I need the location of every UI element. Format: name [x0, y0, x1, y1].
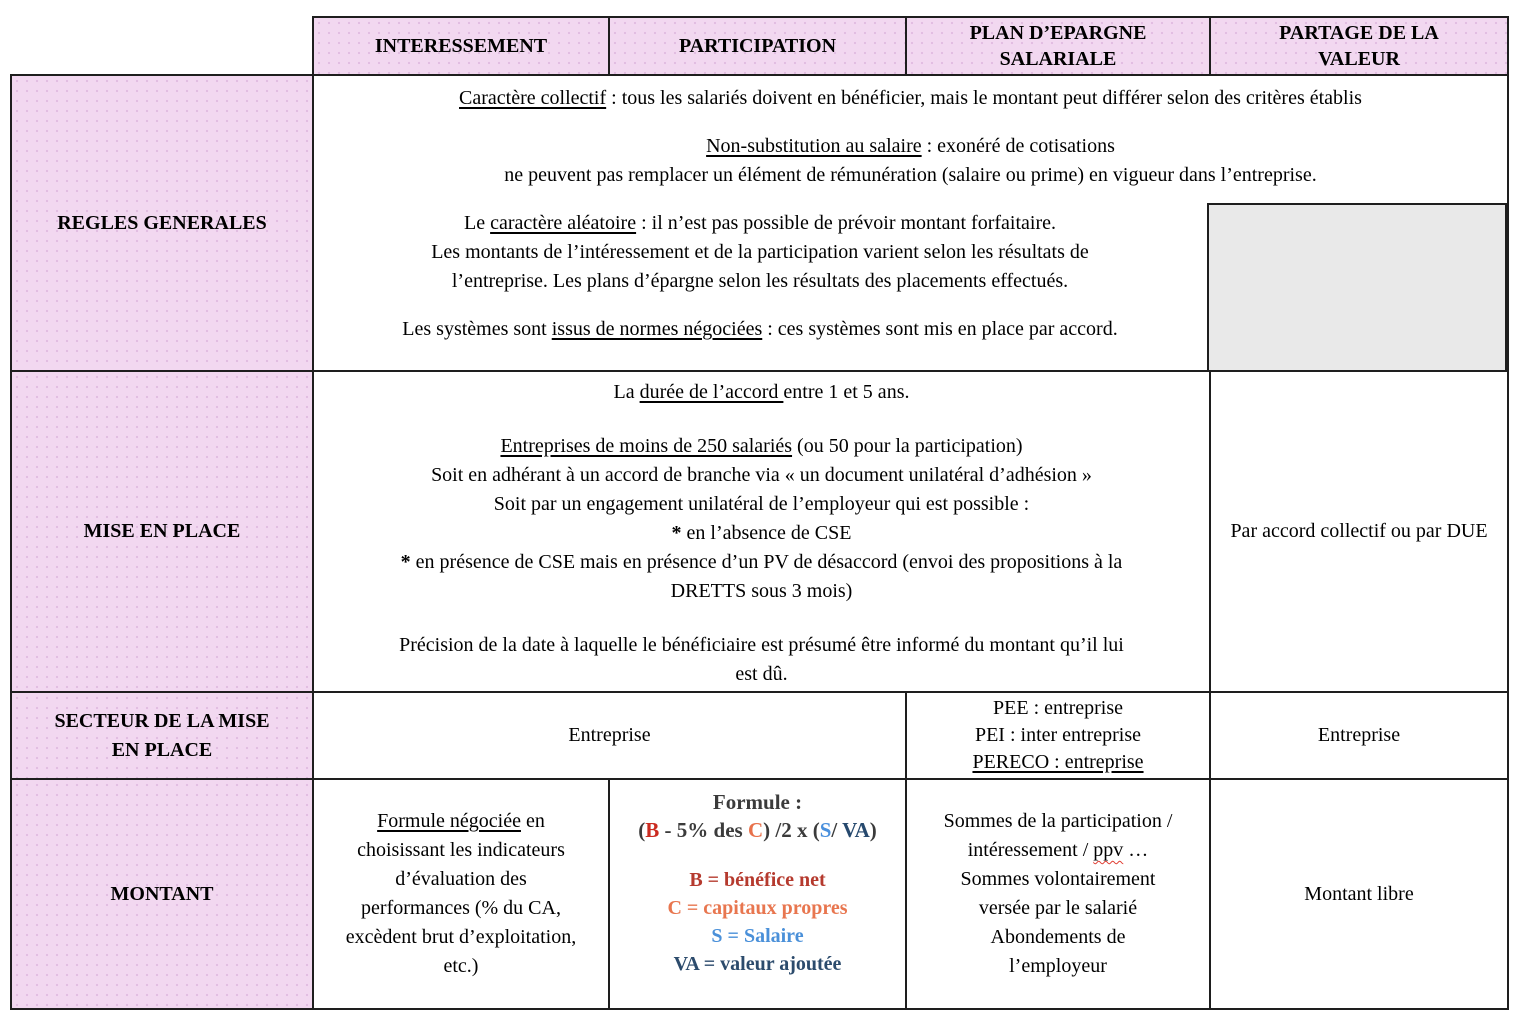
asterisk: * [671, 522, 682, 544]
text-line: Abondements de [990, 926, 1126, 948]
cell-montant-epargne [906, 779, 1210, 1009]
underlined-text: durée de l’accord [639, 381, 784, 403]
participation-formula [618, 816, 897, 844]
line-precision-date-2: est dû. [735, 663, 788, 685]
text: / [831, 818, 843, 842]
legend-va: VA = valeur ajoutée [673, 953, 842, 975]
row-montant [11, 779, 1508, 1009]
row-secteur [11, 692, 1508, 779]
formula-var-s: S [819, 818, 832, 842]
formula-var-c: C [747, 818, 764, 842]
formula-var-va: VA [842, 818, 870, 842]
cell-montant-interessement [313, 779, 609, 1009]
header-label: PLAN D’EPARGNE SALARIALE [969, 22, 1147, 70]
row-label-text: MONTANT [110, 882, 214, 905]
line-duree-accord [322, 378, 1201, 407]
cell-secteur-partage [1210, 692, 1508, 779]
row-label-text: MISE EN PLACE [83, 520, 241, 542]
row-label-text: REGLES GENERALES [57, 211, 267, 234]
text-line: excèdent brut d’exploitation, [345, 926, 577, 948]
underlined-text: caractère aléatoire [490, 212, 637, 234]
underlined-text: Formule négociée [377, 810, 521, 832]
line-precision-date: Précision de la date à laquelle le bénéficiaire est présumé être informé du montant qu’il lui [399, 634, 1124, 656]
row-label-secteur [11, 692, 313, 779]
text-par-accord-due: Par accord collectif ou par DUE [1230, 520, 1488, 542]
cell-mise-content [313, 371, 1210, 692]
underlined-text: Entreprises de moins de 250 salariés [500, 435, 793, 457]
cell-montant-participation [609, 779, 906, 1009]
text: intéressement / [967, 839, 1094, 861]
line-accord-branche: Soit en adhérant à un accord de branche via « un document unilatéral d’adhésion » [431, 464, 1092, 486]
text-line: l’entreprise. Les plans d’épargne selon les résultats des placements effectués. [451, 270, 1069, 292]
text-line-ppv [915, 836, 1201, 865]
text: : exonéré de cotisations [921, 135, 1115, 157]
text: (ou 50 pour la participation) [792, 435, 1023, 457]
spacer [322, 606, 1201, 631]
line-dretts: DRETTS sous 3 mois) [670, 580, 853, 602]
text-montant-libre: Montant libre [1304, 882, 1414, 905]
header-cell-participation [609, 17, 906, 75]
paragraph-normes-negociees [355, 315, 1165, 344]
line-entreprises-250 [322, 432, 1201, 461]
text-pereco: PERECO : entreprise [972, 751, 1144, 773]
text: Le [464, 212, 491, 234]
text-line: performances (% du CA, [361, 897, 561, 919]
row-label-regles-generales [11, 75, 313, 371]
text-pei: PEI : inter entreprise [974, 724, 1142, 746]
text: ) /2 x ( [763, 818, 820, 842]
text: ( [638, 818, 646, 842]
underlined-text: issus de normes négociées [551, 318, 763, 340]
legend-s: S = Salaire [711, 925, 804, 947]
cell-secteur-plans [906, 692, 1210, 779]
text-line: Les montants de l’intéressement et de la participation varient selon les résultats de [431, 241, 1089, 263]
text: … [1123, 839, 1149, 861]
text-line: Sommes de la participation / [943, 810, 1173, 832]
underlined-text: Caractère collectif [459, 87, 607, 109]
text: : il n’est pas possible de prévoir montant forfaitaire. [636, 212, 1056, 234]
formula-var-b: B [645, 818, 660, 842]
cell-montant-partage [1210, 779, 1508, 1009]
header-cell-plan-epargne [906, 17, 1210, 75]
asterisk: * [400, 551, 411, 573]
text-formule-negociee [322, 807, 600, 836]
text: Les systèmes sont [402, 318, 552, 340]
spacer [322, 407, 1201, 432]
header-label: PARTICIPATION [678, 35, 837, 57]
paragraph-non-substitution [322, 132, 1499, 161]
row-label-text: SECTEUR DE LA MISE EN PLACE [54, 709, 270, 761]
line-absence-cse [322, 519, 1201, 548]
text-entreprise: Entreprise [568, 724, 651, 746]
underlined-text: Non-substitution au salaire [706, 135, 922, 157]
text-pee: PEE : entreprise [993, 697, 1123, 719]
text-entreprise: Entreprise [1317, 724, 1401, 746]
text: : tous les salariés doivent en bénéficier, mais le montant peut différer selon des critères établis [606, 87, 1362, 109]
row-label-montant [11, 779, 313, 1009]
corner-spacer [11, 17, 313, 75]
text: La [613, 381, 640, 403]
paragraph-caractere-collectif [322, 84, 1499, 113]
cell-mise-partage [1210, 371, 1508, 692]
text-line: l’employeur [1009, 955, 1107, 977]
row-mise-en-place [11, 371, 1508, 692]
header-cell-interessement [313, 17, 609, 75]
text: en présence de CSE mais en présence d’un PV de désaccord (envoi des propositions à la [410, 551, 1123, 573]
row-label-mise-en-place [11, 371, 313, 692]
spellcheck-word-ppv: ppv [1093, 839, 1124, 861]
text-line: d’évaluation des [395, 868, 527, 890]
comparison-table [10, 16, 1509, 1010]
text: - 5% des [659, 818, 748, 842]
header-label: PARTAGE DE LA VALEUR [1279, 22, 1439, 70]
legend-c: C = capitaux propres [667, 897, 848, 919]
comparison-table-wrapper [10, 16, 1509, 1010]
line-engagement-unilateral: Soit par un engagement unilatéral de l’employeur qui est possible : [493, 493, 1030, 515]
text-line: versée par le salarié [978, 897, 1138, 919]
text-line: etc.) [443, 955, 479, 977]
spacer [322, 113, 1499, 132]
paragraph-non-substitution-line2: ne peuvent pas remplacer un élément de rémunération (salaire ou prime) en vigueur dans l’entreprise. [504, 164, 1317, 186]
header-label: INTERESSEMENT [374, 35, 548, 57]
header-row [11, 17, 1508, 75]
text: en l’absence de CSE [681, 522, 852, 544]
text-line: choisissant les indicateurs [357, 839, 565, 861]
text: : ces systèmes sont mis en place par accord. [762, 318, 1118, 340]
text: en [520, 810, 545, 832]
paragraph-caractere-aleatoire [355, 209, 1165, 296]
text-line: Sommes volontairement [960, 868, 1156, 890]
gray-placeholder-box [1207, 203, 1507, 372]
header-cell-partage-valeur [1210, 17, 1508, 75]
cell-secteur-entreprise [313, 692, 906, 779]
line-presence-cse [322, 548, 1201, 577]
text-line [355, 209, 1165, 238]
text: entre 1 et 5 ans. [783, 381, 910, 403]
text: ) [869, 818, 877, 842]
formula-title: Formule : [712, 790, 803, 814]
legend-b: B = bénéfice net [689, 869, 826, 891]
